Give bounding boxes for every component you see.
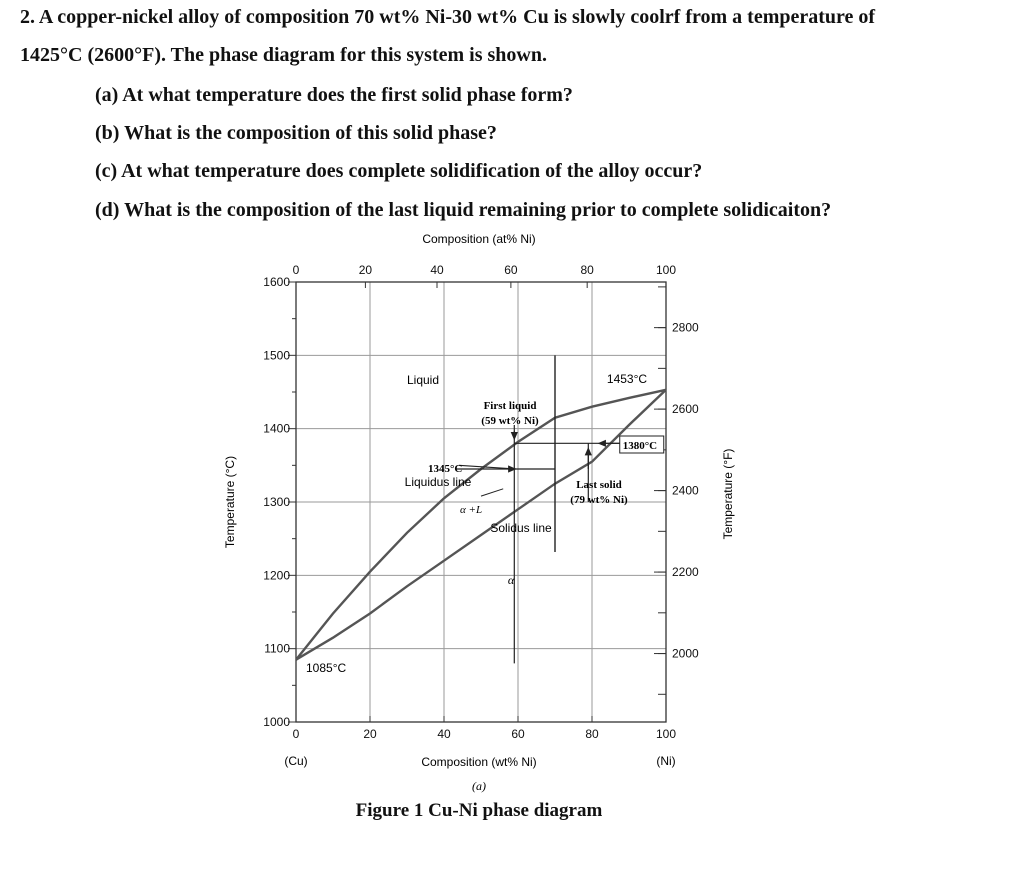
question-part-a: (a) At what temperature does the first solid phase form? [95, 84, 573, 106]
arrow-last-solid-head [585, 447, 592, 455]
right-y-axis-title: Temperature (°F) [721, 448, 735, 540]
temp-1345-label: 1345°C [428, 463, 463, 475]
question-intro-line1: 2. A copper-nickel alloy of composition 70 wt% Ni-30 wt% Cu is slowly coolrf from a temperature of [20, 6, 876, 28]
x-tick-label: 100 [655, 727, 677, 741]
first-liquid-composition: (59 wt% Ni) [481, 415, 539, 427]
two-phase-region-label: α +L [460, 504, 483, 516]
panel-label: (a) [472, 779, 486, 793]
top-tick-label: 20 [358, 263, 373, 277]
liquidus-line [296, 390, 666, 660]
liquid-region-label: Liquid [406, 373, 440, 387]
cu-melting-point-label: 1085°C [306, 661, 347, 675]
last-solid-composition: (79 wt% Ni) [570, 494, 628, 506]
top-tick-label: 60 [504, 263, 518, 277]
y-tick-label: 1100 [264, 641, 290, 656]
x-tick-label: 20 [363, 727, 377, 741]
question-part-b: (b) What is the composition of this solid phase? [95, 122, 497, 144]
x-tick-label: 40 [437, 727, 451, 741]
y-tick-label: 1400 [263, 421, 290, 436]
last-solid-label: Last solid [576, 479, 622, 491]
y-tick-label: 1500 [263, 348, 290, 363]
ni-melting-point-label: 1453°C [606, 372, 648, 386]
alpha-region-label: α [507, 573, 515, 587]
y-tick-label: 1000 [263, 715, 290, 729]
two-phase-pointer [481, 489, 503, 496]
x-end-label-cu: (Cu) [284, 754, 308, 768]
x-end-label-ni: (Ni) [656, 754, 676, 768]
x-tick-label: 80 [585, 727, 599, 741]
solidus-line-label: Solidus line [490, 521, 552, 535]
top-tick-label-origin: 0 [292, 263, 300, 277]
right-tick-label: 2600 [672, 402, 699, 417]
x-tick-label: 60 [511, 727, 525, 741]
y-tick-label: 1200 [263, 568, 290, 583]
y-tick-label: 1300 [263, 495, 290, 509]
right-tick-label: 2400 [672, 483, 699, 498]
top-tick-label: 40 [430, 263, 444, 277]
y-tick-label: 1600 [263, 275, 290, 289]
y-axis-title: Temperature (°C) [223, 455, 237, 549]
x-tick-label: 0 [292, 727, 300, 741]
first-liquid-label: First liquid [483, 400, 537, 412]
right-tick-label: 2000 [672, 646, 699, 661]
temp-1380-label: 1380°C [622, 440, 658, 452]
x-axis-title: Composition (wt% Ni) [421, 755, 537, 769]
arrow-first-liquid-head [511, 432, 518, 440]
top-tick-label: 100 [655, 263, 677, 277]
right-tick-label: 2200 [672, 565, 699, 580]
top-axis-title: Composition (at% Ni) [422, 232, 536, 246]
solidus-line [296, 390, 666, 660]
liquidus-line-label: Liquidus line [404, 475, 472, 489]
phase-curves [296, 390, 666, 660]
question-intro-line2: 1425°C (2600°F). The phase diagram for this system is shown. [20, 44, 547, 66]
top-tick-label: 80 [580, 263, 594, 277]
arrow-1345-head [508, 465, 516, 472]
right-tick-label: 2800 [672, 320, 699, 335]
arrow-1380-head [598, 440, 606, 447]
figure-caption: Figure 1 Cu-Ni phase diagram [355, 800, 603, 821]
question-part-d: (d) What is the composition of the last liquid remaining prior to complete solidicaiton? [95, 199, 832, 221]
question-part-c: (c) At what temperature does complete solidification of the alloy occur? [95, 160, 703, 182]
